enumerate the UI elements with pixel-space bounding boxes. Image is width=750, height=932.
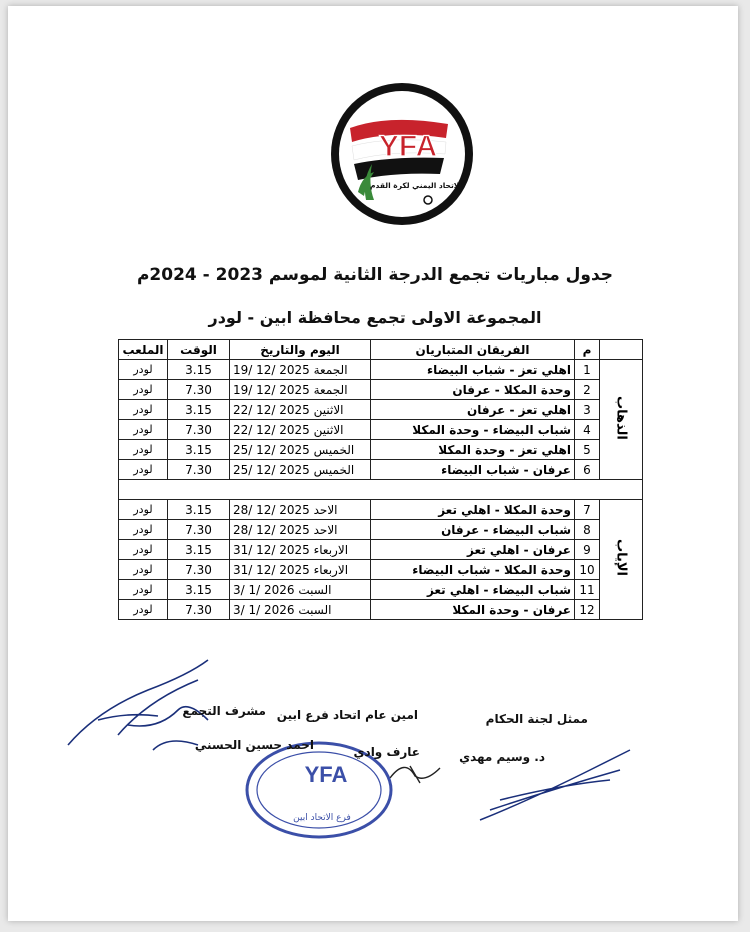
row-date-cell xyxy=(230,540,371,560)
row-date: 19/ 12/ 2025 xyxy=(233,382,310,397)
table-row xyxy=(119,460,643,480)
leg-header-cell xyxy=(600,340,643,360)
row-venue: لودر xyxy=(119,400,168,420)
row-num: 3 xyxy=(575,400,600,420)
row-num: 4 xyxy=(575,420,600,440)
leg-first-cell xyxy=(600,360,643,480)
row-num: 11 xyxy=(575,580,600,600)
row-venue: لودر xyxy=(119,500,168,520)
header-venue: الملعب xyxy=(119,340,168,360)
row-num: 1 xyxy=(575,360,600,380)
secretary-title: امين عام اتحاد فرع ابين xyxy=(276,708,418,722)
row-venue: لودر xyxy=(119,560,168,580)
table-spacer-row xyxy=(119,480,643,500)
row-teams: شباب البيضاء - اهلي تعز xyxy=(371,580,575,600)
leg-first-label: الذهاب xyxy=(613,395,629,440)
row-date: 22/ 12/ 2025 xyxy=(233,402,310,417)
row-date-cell xyxy=(230,580,371,600)
header-date: اليوم والتاريخ xyxy=(230,340,371,360)
table-row xyxy=(119,560,643,580)
row-time: 3.15 xyxy=(168,540,230,560)
table-row xyxy=(119,400,643,420)
row-num: 12 xyxy=(575,600,600,620)
group-subtitle: المجموعة الاولى تجمع محافظة ابين - لودر xyxy=(208,308,542,327)
referees-rep-name: د. وسيم مهدي xyxy=(459,750,545,764)
row-teams: عرفان - وحدة المكلا xyxy=(371,600,575,620)
row-day: الخميس xyxy=(313,442,355,457)
row-teams: اهلي تعز - عرفان xyxy=(371,400,575,420)
table-row xyxy=(119,500,643,520)
leg-second-cell xyxy=(600,500,643,620)
match-schedule-table xyxy=(118,339,643,620)
row-venue: لودر xyxy=(119,580,168,600)
row-day: الاحد xyxy=(313,522,338,537)
row-num: 9 xyxy=(575,540,600,560)
yfa-logo xyxy=(328,80,476,228)
row-day: الاربعاء xyxy=(313,562,349,577)
stamp-text: YFA xyxy=(304,762,348,787)
row-teams: عرفان - اهلي تعز xyxy=(371,540,575,560)
logo-caption: الاتحاد اليمني لكرة القدم xyxy=(370,181,462,190)
row-teams: وحدة المكلا - شباب البيضاء xyxy=(371,560,575,580)
row-venue: لودر xyxy=(119,360,168,380)
row-teams: شباب البيضاء - عرفان xyxy=(371,520,575,540)
row-date: 31/ 12/ 2025 xyxy=(233,542,310,557)
row-time: 3.15 xyxy=(168,360,230,380)
table-row xyxy=(119,440,643,460)
table-row xyxy=(119,600,643,620)
row-date: 19/ 12/ 2025 xyxy=(233,362,310,377)
header-time: الوقت xyxy=(168,340,230,360)
row-venue: لودر xyxy=(119,440,168,460)
supervisor-name: احمد حسين الحسني xyxy=(194,738,314,752)
row-venue: لودر xyxy=(119,600,168,620)
table-row xyxy=(119,580,643,600)
row-date: 28/ 12/ 2025 xyxy=(233,502,310,517)
row-date-cell xyxy=(230,520,371,540)
table-header-row xyxy=(119,340,643,360)
row-day: السبت xyxy=(298,582,332,597)
row-teams: اهلي تعز - شباب البيضاء xyxy=(371,360,575,380)
row-day: الجمعة xyxy=(313,382,348,397)
table-row xyxy=(119,540,643,560)
row-time: 3.15 xyxy=(168,440,230,460)
spacer-cell xyxy=(119,480,643,500)
row-num: 5 xyxy=(575,440,600,460)
row-day: الاثنين xyxy=(313,402,344,417)
row-venue: لودر xyxy=(119,380,168,400)
row-date: 28/ 12/ 2025 xyxy=(233,522,310,537)
row-time: 7.30 xyxy=(168,380,230,400)
row-num: 8 xyxy=(575,520,600,540)
row-teams: عرفان - شباب البيضاء xyxy=(371,460,575,480)
row-date: 22/ 12/ 2025 xyxy=(233,422,310,437)
row-day: الجمعة xyxy=(313,362,348,377)
secretary-name: عارف وادي xyxy=(353,745,420,759)
header-num: م xyxy=(575,340,600,360)
row-date-cell xyxy=(230,600,371,620)
row-day: الاثنين xyxy=(313,422,344,437)
row-venue: لودر xyxy=(119,540,168,560)
logo-text: YFA xyxy=(378,130,438,163)
row-day: الاربعاء xyxy=(313,542,349,557)
row-day: السبت xyxy=(298,602,332,617)
row-date-cell xyxy=(230,400,371,420)
row-time: 7.30 xyxy=(168,460,230,480)
row-num: 6 xyxy=(575,460,600,480)
table-row xyxy=(119,380,643,400)
row-num: 10 xyxy=(575,560,600,580)
row-time: 7.30 xyxy=(168,520,230,540)
row-venue: لودر xyxy=(119,520,168,540)
table-row xyxy=(119,520,643,540)
row-teams: وحدة المكلا - عرفان xyxy=(371,380,575,400)
row-time: 3.15 xyxy=(168,580,230,600)
table-row xyxy=(119,420,643,440)
row-teams: اهلي تعز - وحدة المكلا xyxy=(371,440,575,460)
row-date-cell xyxy=(230,440,371,460)
row-date: 3/ 1/ 2026 xyxy=(233,602,295,617)
row-date: 25/ 12/ 2025 xyxy=(233,442,310,457)
row-time: 7.30 xyxy=(168,560,230,580)
row-time: 7.30 xyxy=(168,420,230,440)
header-teams: الفريقان المتباريان xyxy=(371,340,575,360)
table-row xyxy=(119,360,643,380)
leg-second-label: الإياب xyxy=(613,539,629,576)
row-date-cell xyxy=(230,420,371,440)
row-date-cell xyxy=(230,380,371,400)
row-date: 31/ 12/ 2025 xyxy=(233,562,310,577)
row-day: الخميس xyxy=(313,462,355,477)
row-venue: لودر xyxy=(119,420,168,440)
row-num: 2 xyxy=(575,380,600,400)
row-venue: لودر xyxy=(119,460,168,480)
row-date: 3/ 1/ 2026 xyxy=(233,582,295,597)
row-date-cell xyxy=(230,560,371,580)
row-date-cell xyxy=(230,500,371,520)
row-date: 25/ 12/ 2025 xyxy=(233,462,310,477)
supervisor-title: مشرف التجمع xyxy=(182,704,266,718)
row-time: 3.15 xyxy=(168,400,230,420)
row-date-cell xyxy=(230,460,371,480)
row-num: 7 xyxy=(575,500,600,520)
schedule-title: جدول مباريات تجمع الدرجة الثانية لموسم 2023 - 2024م xyxy=(136,265,614,285)
stamp-caption: فرع الاتحاد ابين xyxy=(293,813,351,823)
row-teams: وحدة المكلا - اهلي تعز xyxy=(371,500,575,520)
row-time: 7.30 xyxy=(168,600,230,620)
row-date-cell xyxy=(230,360,371,380)
row-teams: شباب البيضاء - وحدة المكلا xyxy=(371,420,575,440)
row-time: 3.15 xyxy=(168,500,230,520)
row-day: الاحد xyxy=(313,502,338,517)
referees-rep-title: ممثل لجنة الحكام xyxy=(485,712,588,726)
